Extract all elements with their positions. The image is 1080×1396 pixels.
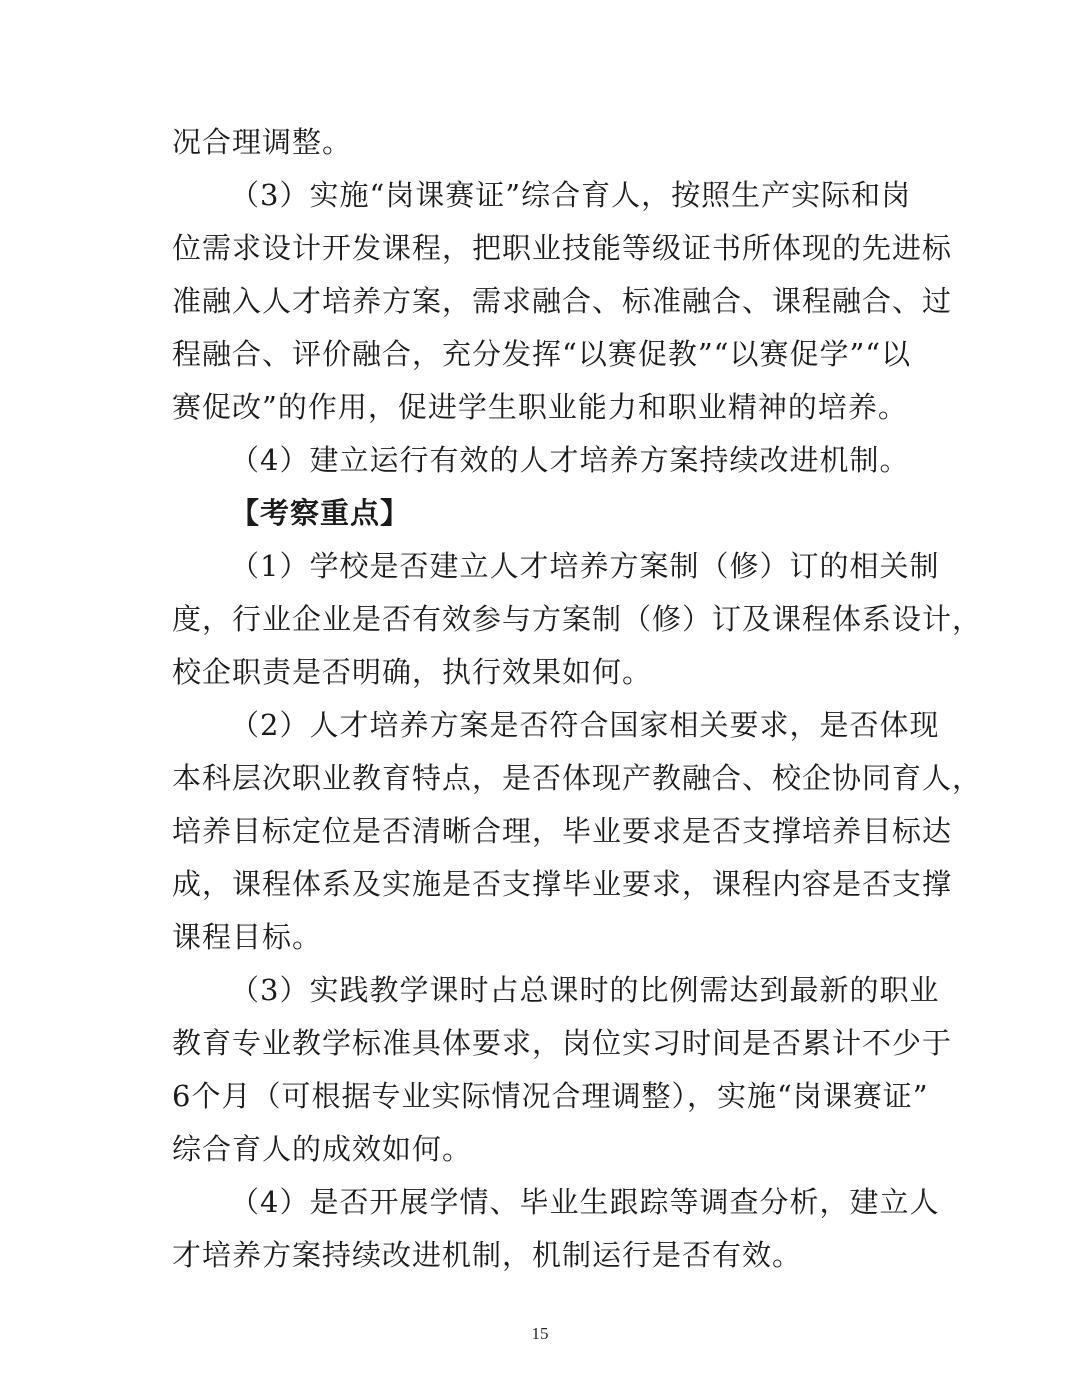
paragraph-focus-2: （2）人才培养方案是否符合国家相关要求，是否体现 (230, 708, 940, 742)
text-line: 成，课程体系及实施是否支撑毕业要求，课程内容是否支撑 (172, 867, 953, 901)
text-line: 校企职责是否明确，执行效果如何。 (172, 655, 653, 689)
section-heading: 【考察重点】 (230, 496, 411, 530)
text-line: 课程目标。 (172, 920, 323, 954)
text-line: 教育专业教学标准具体要求，岗位实习时间是否累计不少于 (172, 1026, 953, 1060)
paragraph-focus-4: （4）是否开展学情、毕业生跟踪等调查分析，建立人 (230, 1185, 940, 1219)
text-line: 综合育人的成效如何。 (172, 1132, 473, 1166)
text-line: 程融合、评价融合，充分发挥“以赛促教”“以赛促学”“以 (172, 337, 912, 371)
text-line: 度，行业企业是否有效参与方案制（修）订及课程体系设计， (172, 602, 983, 636)
text-line: 准融入人才培养方案，需求融合、标准融合、课程融合、过 (172, 284, 953, 318)
text-line: 况合理调整。 (172, 125, 353, 159)
text-line: 才培养方案持续改进机制，机制运行是否有效。 (172, 1238, 803, 1272)
text-line: 培养目标定位是否清晰合理，毕业要求是否支撑培养目标达 (172, 814, 953, 848)
text-line: 赛促改”的作用，促进学生职业能力和职业精神的培养。 (172, 390, 908, 424)
paragraph-focus-1: （1）学校是否建立人才培养方案制（修）订的相关制 (230, 549, 940, 583)
text-line: 位需求设计开发课程，把职业技能等级证书所体现的先进标 (172, 231, 953, 265)
paragraph-focus-3: （3）实践教学课时占总课时的比例需达到最新的职业 (230, 973, 940, 1007)
paragraph-item-3: （3）实施“岗课赛证”综合育人，按照生产实际和岗 (230, 178, 912, 212)
body-text (172, 116, 983, 1282)
paragraph-item-4: （4）建立运行有效的人才培养方案持续改进机制。 (230, 443, 910, 477)
text-line: 6个月（可根据专业实际情况合理调整），实施“岗课赛证” (172, 1079, 929, 1113)
text-line: 本科层次职业教育特点，是否体现产教融合、校企协同育人， (172, 761, 983, 795)
page-number: 15 (531, 1324, 549, 1343)
